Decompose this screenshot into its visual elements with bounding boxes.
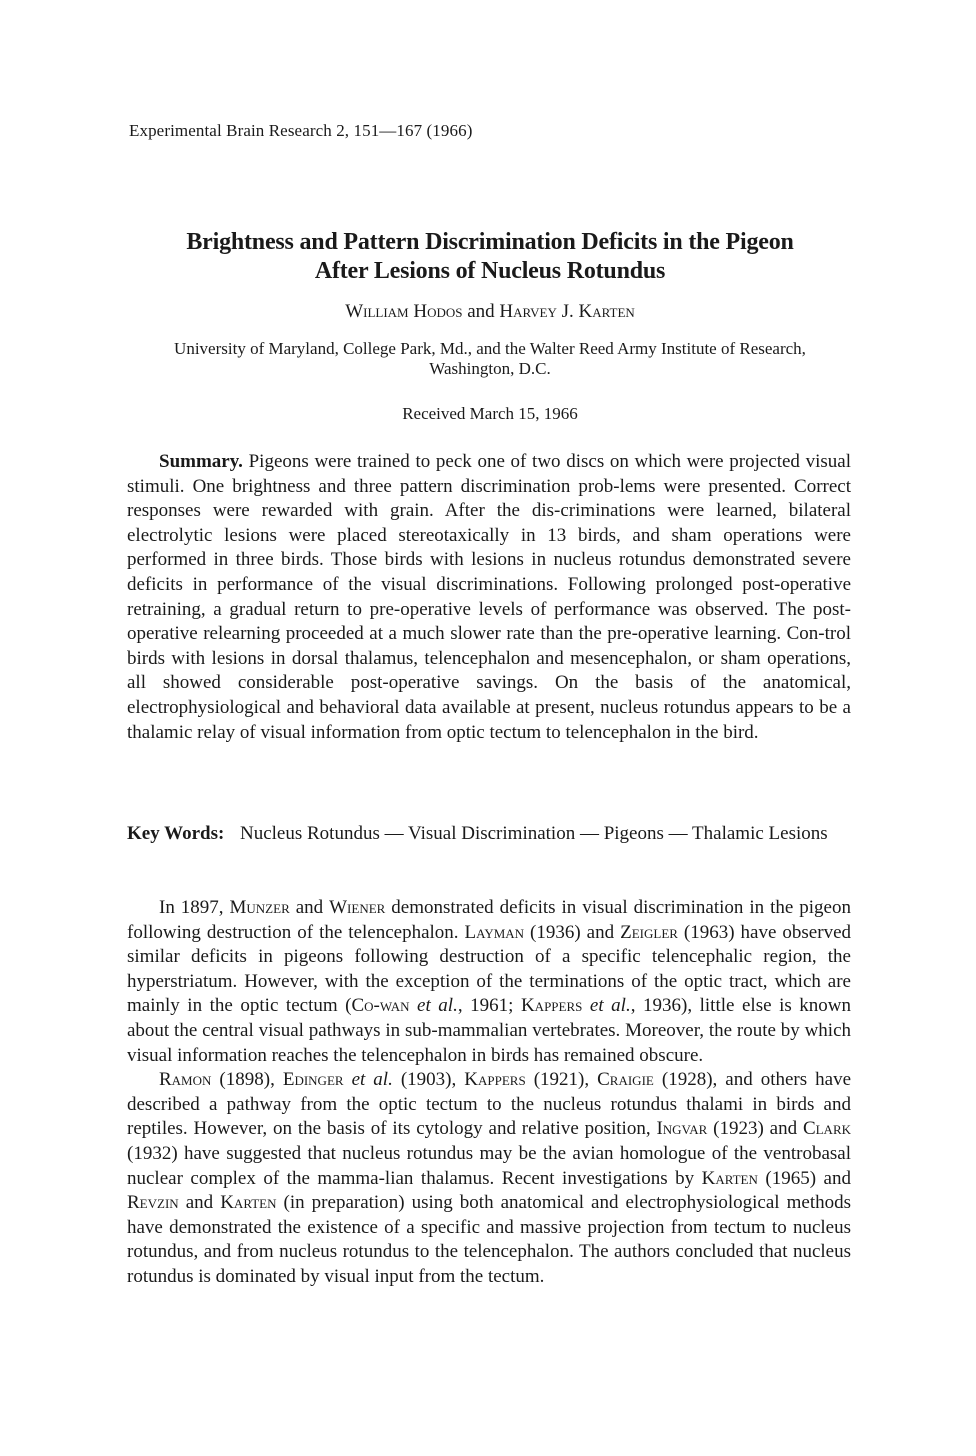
- text-run: (1932) have suggested that nucleus rotundus may be the avian homologue of the ventrobasal nuclear complex of the mamma-lian thalamus. Recent investigations by: [127, 1142, 851, 1189]
- affiliation-line-2: Washington, D.C.: [429, 359, 551, 378]
- summary-paragraph: [127, 450, 851, 745]
- text-run: , 1961;: [457, 995, 521, 1017]
- text-run: (1923) and: [707, 1118, 803, 1140]
- author-list: [100, 301, 880, 323]
- text-run: (in preparation) using both anatomical and electrophysiological methods have demonstrated the existence of a specific and massive projection from tectum to nucleus rotundus, and from nucleus rotundus to the telencephalon. The authors concluded that nucleus rotundus is dominated by visual input from the tectum.: [127, 1192, 851, 1287]
- received-date: Received March 15, 1966: [402, 404, 578, 423]
- text-run: (1898),: [211, 1069, 283, 1091]
- text-run: (1928), and others have described a pathway from the optic tectum to the nucleus rotundus thalami in birds and reptiles. However, on the basis of its cytology and relative position,: [127, 1069, 852, 1140]
- text-run: , 1936), little else is known about the central visual pathways in sub-mammalian vertebrates. Moreover, the route by which visual information reaches the telencephalon in birds has remained obscure.: [127, 995, 852, 1066]
- cited-author: Co-wan: [351, 995, 410, 1017]
- cited-author: Wiener: [329, 897, 386, 918]
- author-name: Harvey J. Karten: [499, 301, 635, 322]
- intro-paragraph-2: [127, 1068, 851, 1289]
- title-line-1: Brightness and Pattern Discrimination Deficits in the Pigeon: [186, 229, 794, 255]
- affiliation-line-1: University of Maryland, College Park, Md., and the Walter Reed Army Institute of Research,: [174, 339, 806, 358]
- journal-citation: Experimental Brain Research 2, 151—167 (1966): [129, 121, 473, 140]
- cited-author: Zeigler: [620, 921, 678, 943]
- cited-author: Karten: [701, 1167, 758, 1189]
- et-al: et al.: [343, 1069, 393, 1091]
- text-run: and: [289, 897, 330, 918]
- keywords-section: [127, 822, 851, 847]
- summary-text: Pigeons were trained to peck one of two discs on which were projected visual stimuli. One brightness and three pattern discrimination prob-lems were presented. Correct responses were rewarded with grain. After the dis-criminations were learned, bilateral electrolytic lesions were placed stereotaxically in 13 birds, and sham operations were performed in three birds. Those birds with lesions in nucleus rotundus demonstrated severe deficits in performance of the visual discriminations. Following prolonged post-operative retraining, a gradual return to pre-operative levels of performance was observed. The post-operative relearning proceeded at a much slower rate than the pre-operative learning. Con-trol birds with lesions in dorsal thalamus, telencephalon and mesencephalon, or sham operations, all showed considerable post-operative savings. On the basis of the anatomical, electrophysiological and behavioral data available at present, nucleus rotundus appears to be a thalamic relay of visual information from optic tectum to telencephalon in the bird.: [127, 451, 851, 743]
- intro-paragraph-1: [127, 896, 851, 1068]
- cited-author: Ramon: [159, 1069, 212, 1091]
- cited-author: Clark: [802, 1118, 851, 1140]
- summary-label: Summary.: [159, 451, 243, 472]
- cited-author: Kappers: [464, 1069, 526, 1091]
- cited-author: Munzer: [229, 897, 290, 918]
- text-run: (1963) have observed similar deficits in pigeons following destruction of a specific telencephalic region, the hyperstriatum. However, with the exception of the terminations of the optic tract, which are mainly in the optic tectum (: [127, 921, 851, 1017]
- et-al: et al.: [582, 995, 631, 1017]
- author-separator: and: [462, 301, 500, 322]
- cited-author: Ingvar: [656, 1118, 708, 1140]
- affiliation: [110, 339, 870, 379]
- cited-author: Edinger: [282, 1069, 344, 1091]
- summary-section: [127, 450, 851, 745]
- title-line-2: After Lesions of Nucleus Rotundus: [314, 258, 666, 284]
- text-run: demonstrated deficits in visual discrimination in the pigeon following destruction of the telencephalon.: [127, 897, 851, 943]
- text-run: In 1897,: [159, 897, 230, 918]
- text-run: (1921),: [525, 1069, 598, 1091]
- cited-author: Karten: [220, 1192, 277, 1214]
- cited-author: Kappers: [520, 995, 583, 1017]
- text-run: and: [178, 1192, 221, 1214]
- text-run: (1936) and: [524, 921, 621, 943]
- author-name: William Hodos: [345, 301, 463, 322]
- keywords-text: Nucleus Rotundus — Visual Discrimination — Pigeons — Thalamic Lesions: [240, 823, 828, 844]
- article-title: [100, 228, 880, 286]
- cited-author: Layman: [464, 921, 525, 943]
- text-run: (1903),: [392, 1069, 465, 1091]
- cited-author: Revzin: [127, 1192, 179, 1214]
- cited-author: Craigie: [597, 1069, 654, 1091]
- introduction-section: [127, 896, 851, 1290]
- keywords-label: Key Words:: [127, 823, 225, 844]
- et-al: et al.: [409, 995, 458, 1017]
- text-run: (1965) and: [757, 1167, 851, 1189]
